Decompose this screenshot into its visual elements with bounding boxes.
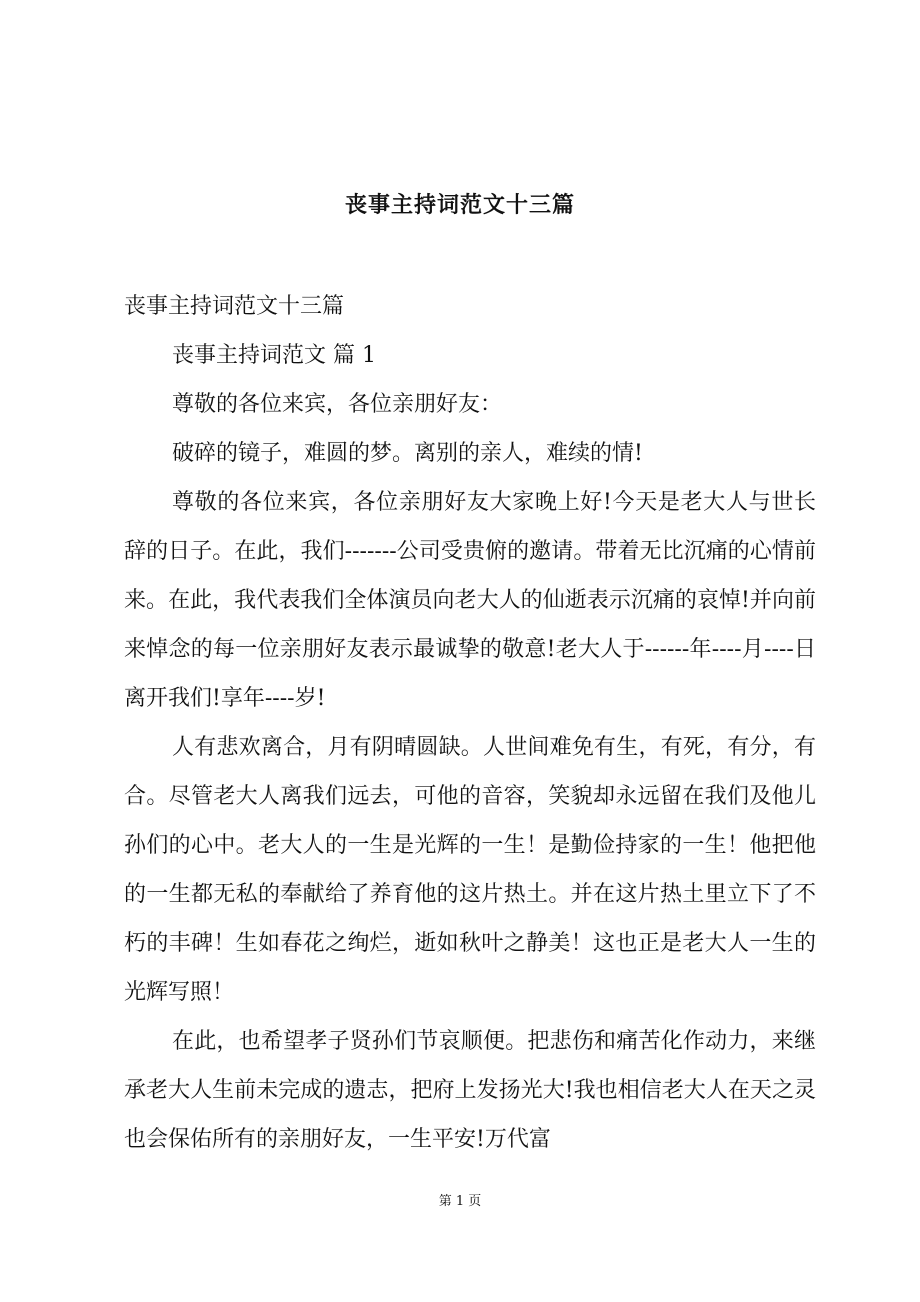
document-body — [124, 282, 816, 1164]
paragraph-salutation: 尊敬的各位来宾，各位亲朋好友： — [172, 392, 503, 417]
paragraph-eulogy: 人有悲欢离合，月有阴晴圆缺。人世间难免有生，有死，有分，有合。尽管老大人离我们远去，可他的音容，笑貌却永远留在我们及他儿孙们的心中。老大人的一生是光辉的一生！是勤俭持家的一生！他把他的一生都无私的奉献给了养育他的这片热土。并在这片热土里立下了不朽的丰碑！生如春花之绚烂，逝如秋叶之静美！这也正是老大人一生的光辉写照！ — [124, 735, 816, 1005]
paragraph-wishes: 在此，也希望孝子贤孙们节哀顺便。把悲伤和痛苦化作动力，来继承老大人生前未完成的遗志，把府上发扬光大!我也相信老大人在天之灵也会保佑所有的亲朋好友，一生平安!万代富 — [124, 1029, 816, 1152]
document-heading: 丧事主持词范文十三篇 — [124, 294, 345, 319]
document-title: 丧事主持词范文十三篇 — [344, 192, 575, 218]
paragraph-greeting: 尊敬的各位来宾，各位亲朋好友大家晚上好!今天是老大人与世长辞的日子。在此，我们-------公司受贵俯的邀请。带着无比沉痛的心情前来。在此，我代表我们全体演员向老大人的仙逝表示沉痛的哀悼!并向前来悼念的每一位亲朋好友表示最诚挚的敬意!老大人于------年----月----日离开我们!享年----岁! — [124, 490, 816, 711]
paragraph-opening-line: 破碎的镜子，难圆的梦。离别的亲人，难续的情! — [172, 441, 643, 466]
section-title: 丧事主持词范文 篇 1 — [172, 343, 376, 368]
page-number: 第 1 页 — [438, 1194, 482, 1209]
